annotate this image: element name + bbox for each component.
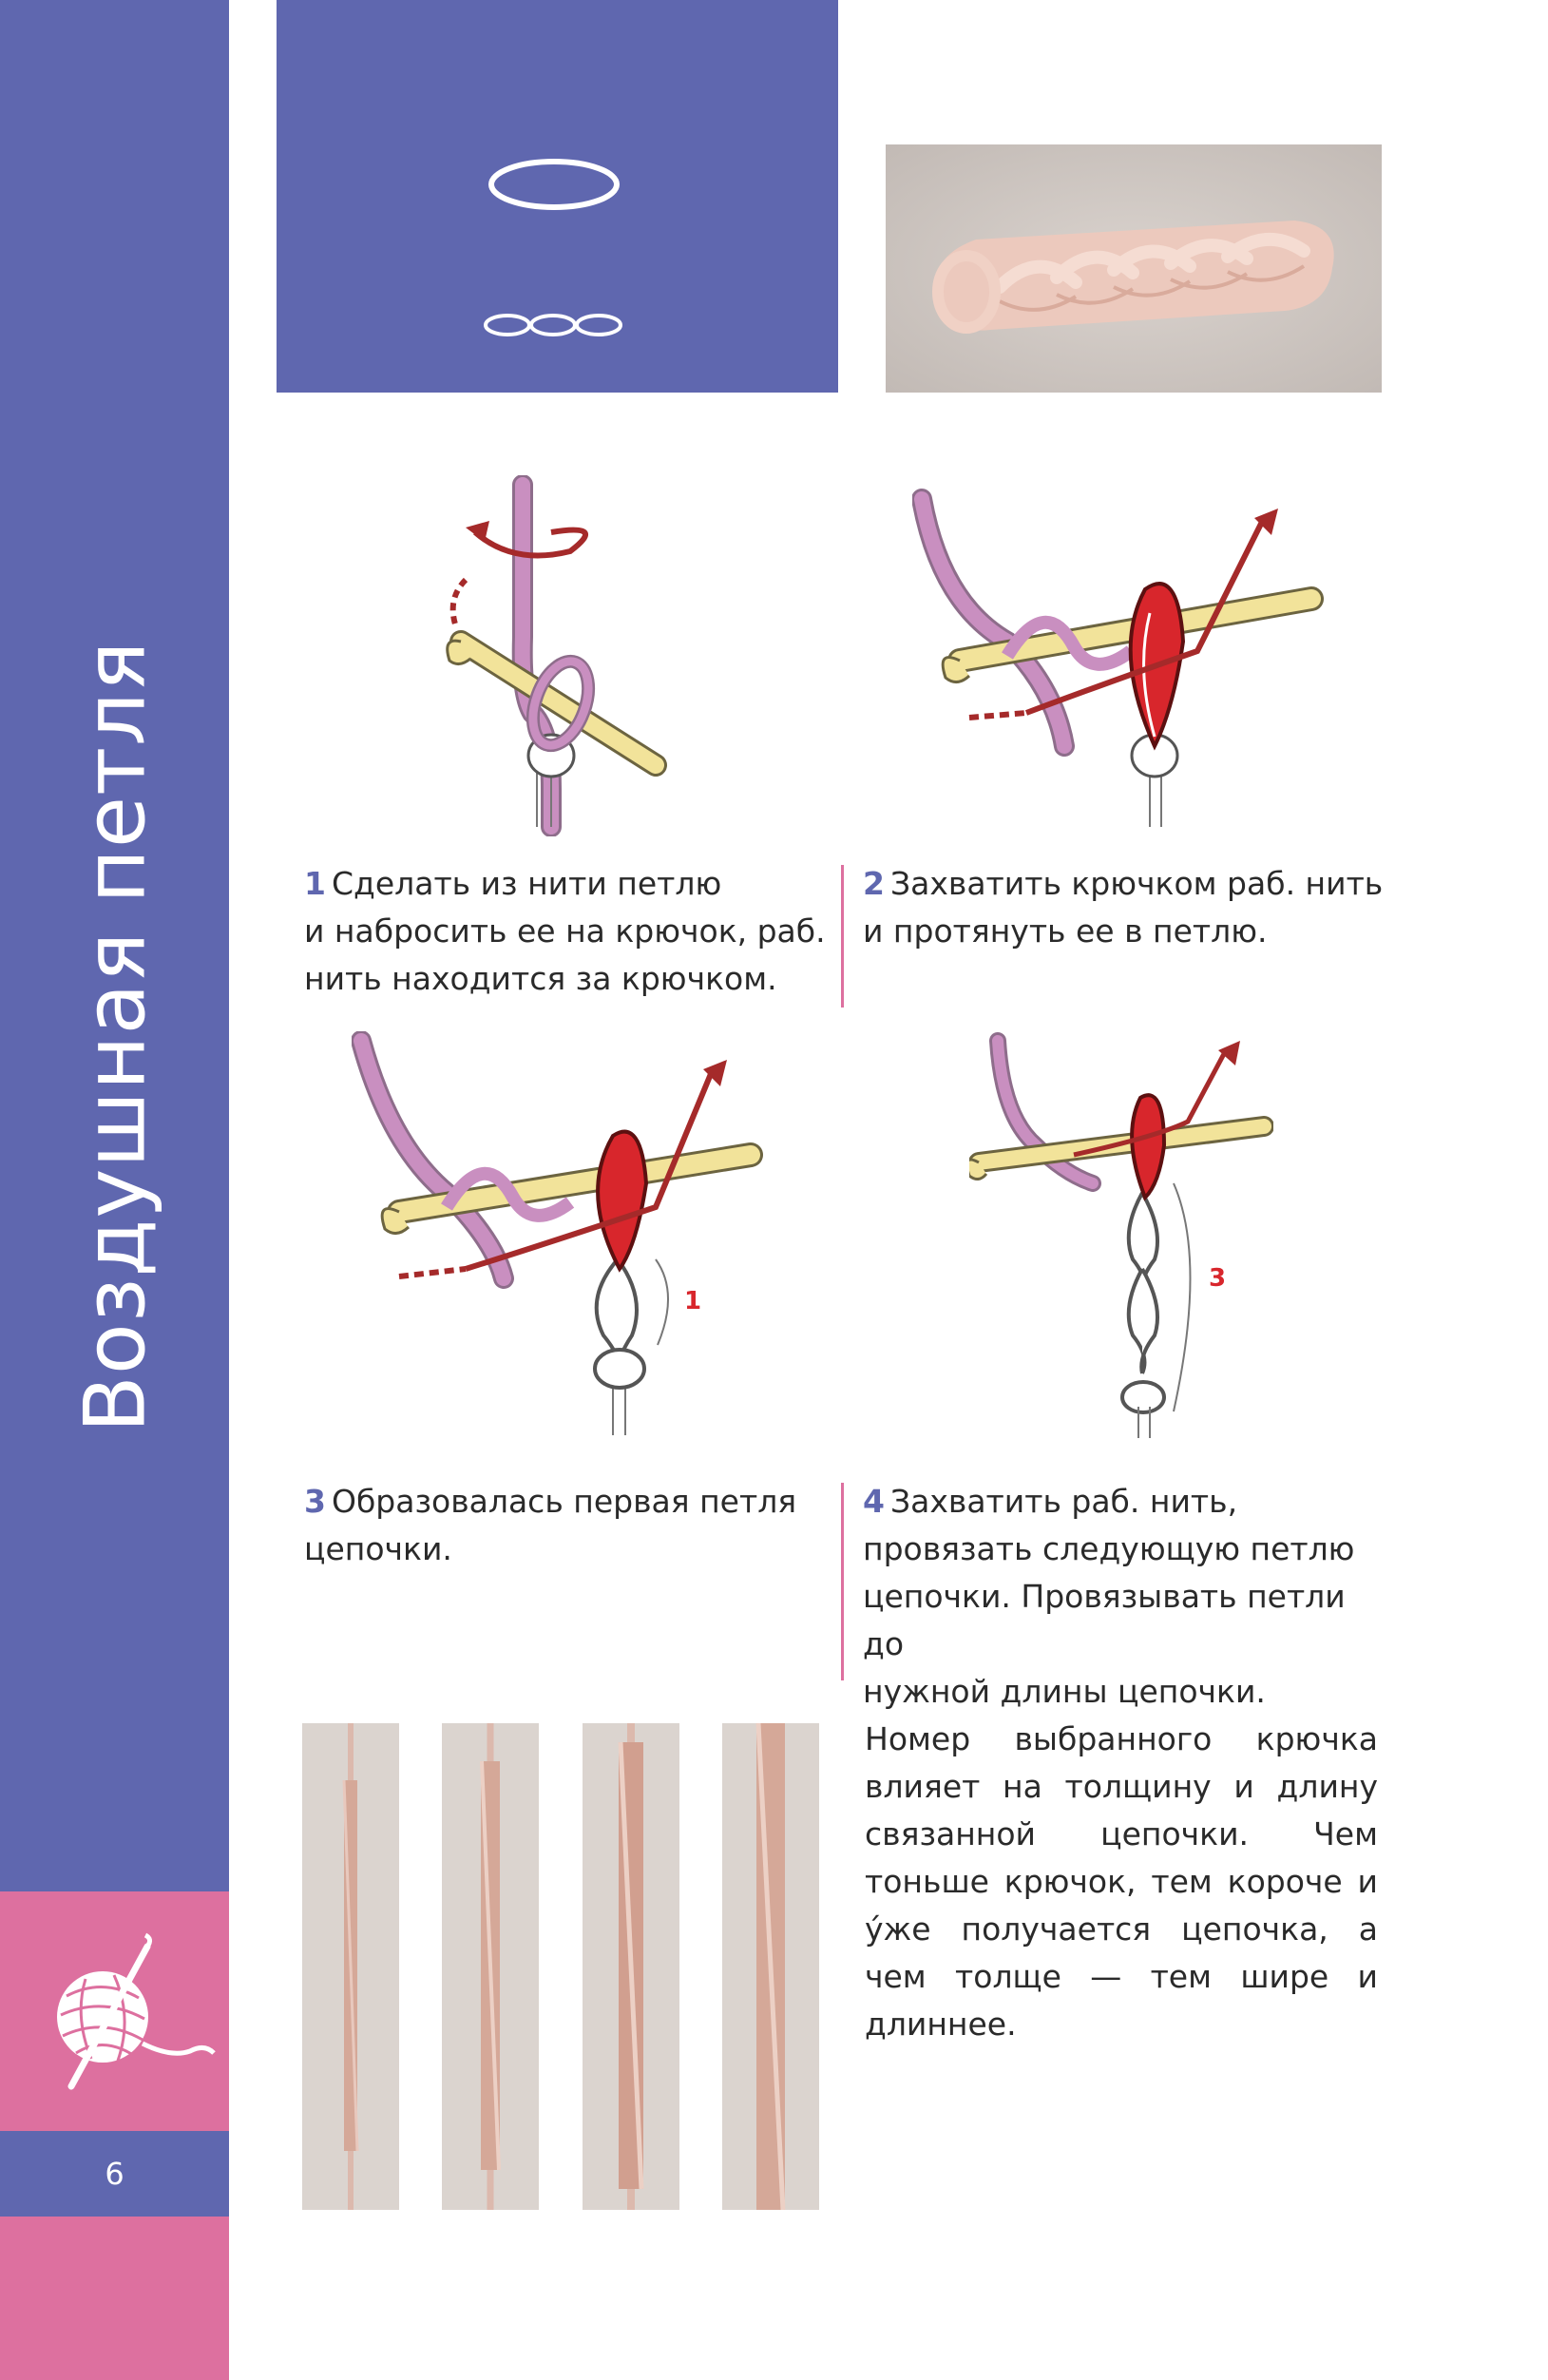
step-1-caption xyxy=(304,860,836,1003)
step-1-line-1: 1 Сделать из нити петлю xyxy=(304,865,722,902)
step-2-line-1: 2 Захватить крючком раб. нить xyxy=(863,865,1384,902)
step-2-line-2: и протянуть ее в петлю. xyxy=(863,912,1268,950)
step-4-line-1: 4 Захватить раб. нить, xyxy=(863,1483,1238,1520)
chain-sample-photo-1 xyxy=(302,1723,399,2210)
sidebar-bottom-band xyxy=(0,2217,229,2380)
step-2-caption xyxy=(863,860,1395,955)
step-2-illustration xyxy=(912,480,1330,832)
chain-photo xyxy=(886,144,1382,393)
step-number: 1 xyxy=(304,865,326,902)
yarn-ball-hook-icon xyxy=(0,1891,229,2131)
page-title-container xyxy=(0,0,229,1891)
oval-symbol-icon xyxy=(491,162,617,207)
page-number: 6 xyxy=(105,2156,124,2192)
step-2-divider xyxy=(841,865,844,1008)
step-3-illustration xyxy=(352,1031,770,1440)
step-3-label: 1 xyxy=(684,1287,702,1315)
symbol-panel xyxy=(277,0,838,393)
step-4-line-2: провязать следующую петлю xyxy=(863,1530,1355,1567)
step-3-line-1: 3 Образовалась первая петля xyxy=(304,1483,797,1520)
step-4-illustration xyxy=(969,1031,1273,1440)
sidebar-logo-band xyxy=(0,1891,229,2131)
chain-sample-photo-3 xyxy=(583,1723,679,2210)
step-number: 2 xyxy=(863,865,885,902)
hook-size-note: Номер выбранного крючка влияет на толщину и длину связанной цепочки. Чем тоньше крючок, тем короче и ýже получается цепочка, а чем толще — тем шире и длиннее. xyxy=(865,1720,1378,2043)
chain-sample-photo-2 xyxy=(442,1723,539,2210)
step-number: 3 xyxy=(304,1483,326,1520)
step-3-line-2: цепочки. xyxy=(304,1530,452,1567)
chain-sample-photo-4 xyxy=(722,1723,819,2210)
chain-symbol-icon xyxy=(486,316,621,335)
step-4-line-4: нужной длины цепочки. xyxy=(863,1673,1266,1710)
step-1-illustration xyxy=(409,475,684,836)
step-4-divider xyxy=(841,1483,844,1680)
step-number: 4 xyxy=(863,1483,885,1520)
step-1-line-2: и набросить ее на крючок, раб. xyxy=(304,912,826,950)
page-title: Воздушная петля xyxy=(66,640,164,1432)
step-4-caption xyxy=(863,1478,1395,1716)
step-1-line-3: нить находится за крючком. xyxy=(304,960,777,997)
step-4-label: 3 xyxy=(1209,1264,1227,1293)
step-3-caption xyxy=(304,1478,836,1573)
step-4-line-3: цепочки. Провязывать петли до xyxy=(863,1578,1346,1662)
